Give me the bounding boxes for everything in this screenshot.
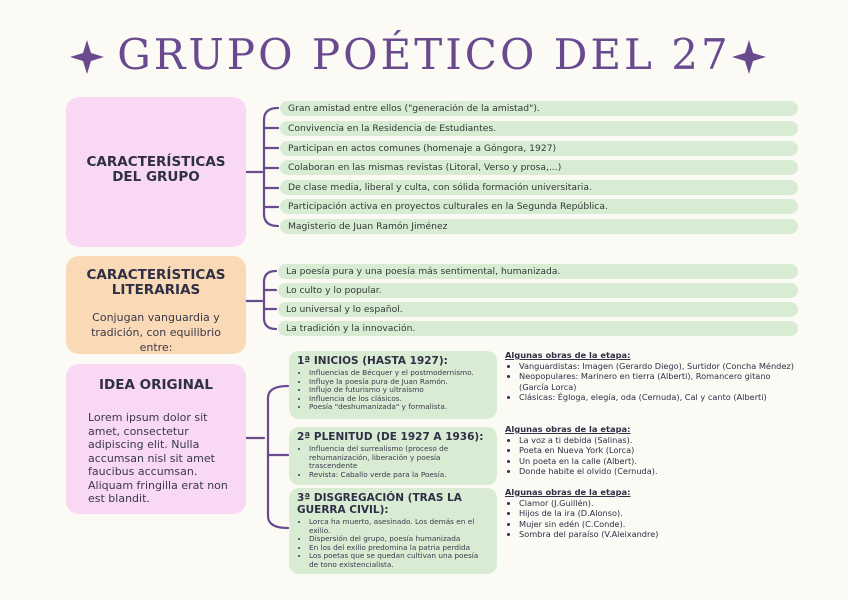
group-characteristics-title: CARACTERÍSTICAS DEL GRUPO xyxy=(86,154,226,185)
idea-original-box xyxy=(66,364,246,514)
stage-item: • Influencia del surrealismo (proceso de rehumanización, liberación y poesía trascendente xyxy=(309,445,489,471)
works-stage-3 xyxy=(505,487,800,540)
stage-item: • Influye la poesía pura de Juan Ramón. xyxy=(309,378,489,387)
works-stage-2 xyxy=(505,424,800,477)
group-item: Magisterio de Juan Ramón Jiménez xyxy=(280,219,798,234)
group-item: Gran amistad entre ellos ("generación de la amistad"). xyxy=(280,101,798,116)
literary-item: La poesía pura y una poesía más sentimental, humanizada. xyxy=(278,264,798,279)
stage-title: 1ª INICIOS (HASTA 1927): xyxy=(297,355,448,367)
works-list xyxy=(505,498,800,540)
group-item: Convivencia en la Residencia de Estudiantes. xyxy=(280,121,798,136)
works-list xyxy=(505,435,800,477)
group-item: Colaboran en las mismas revistas (Litoral, Verso y prosa,...) xyxy=(280,160,798,175)
work-item: • Sombra del paraíso (V.Aleixandre) xyxy=(519,529,800,539)
stage-title: 3ª DISGREGACIÓN (TRAS LA GUERRA CIVIL): xyxy=(297,492,462,516)
stage-item: • Los poetas que se quedan cultivan una poesía de tono existencialista. xyxy=(309,552,489,569)
stage-list xyxy=(297,369,489,412)
stage-list xyxy=(297,445,489,479)
work-item: • Mujer sin edén (C.Conde). xyxy=(519,519,800,529)
stage-title: 2ª PLENITUD (DE 1927 A 1936): xyxy=(297,431,484,443)
literary-characteristics-title: CARACTERÍSTICAS LITERARIAS xyxy=(86,267,226,298)
literary-item: Lo culto y lo popular. xyxy=(278,283,798,298)
group-characteristics-box xyxy=(66,97,246,247)
work-item: • Clásicas: Égloga, elegía, oda (Cernuda), Cal y canto (Alberti) xyxy=(519,392,800,402)
work-item: • Un poeta en la calle (Albert). xyxy=(519,456,800,466)
works-list xyxy=(505,361,800,403)
stage-item: • Influjo de futurismo y ultraísmo xyxy=(309,386,489,395)
idea-original-title: IDEA ORIGINAL xyxy=(99,377,213,393)
stage-item: • Poesía "deshumanizada" y formalista. xyxy=(309,403,489,412)
work-item: • Donde habite el olvido (Cernuda). xyxy=(519,466,800,476)
work-item: • Hijos de la ira (D.Alonso). xyxy=(519,508,800,518)
work-item: • Vanguardistas: Imagen (Gerardo Diego), Surtidor (Concha Méndez) xyxy=(519,361,800,371)
page-title: GRUPO POÉTICO DEL 27 xyxy=(117,30,731,79)
stage-item: • Lorca ha muerto, asesinado. Los demás en el exilio. xyxy=(309,518,489,535)
stage-item: • Influencias de Bécquer y el postmodernismo. xyxy=(309,369,489,378)
works-heading: Algunas obras de la etapa: xyxy=(505,350,631,360)
work-item: • Poeta en Nueva York (Lorca) xyxy=(519,445,800,455)
work-item: • Clamor (J.Guillén). xyxy=(519,498,800,508)
work-item: • La voz a ti debida (Salinas). xyxy=(519,435,800,445)
stage-list xyxy=(297,518,489,570)
literary-item: Lo universal y lo español. xyxy=(278,302,798,317)
stage-card-2 xyxy=(289,427,497,485)
stage-item: • En los del exilio predomina la patria perdida xyxy=(309,544,489,553)
literary-item: La tradición y la innovación. xyxy=(278,321,798,336)
stage-item: • Dispersión del grupo, poesía humanizada xyxy=(309,535,489,544)
literary-characteristics-subtitle: Conjugan vanguardia y tradición, con equilibrio entre: xyxy=(91,311,221,354)
group-item: De clase media, liberal y culta, con sólida formación universitaria. xyxy=(280,180,798,195)
stage-card-1 xyxy=(289,351,497,419)
stage-card-3 xyxy=(289,488,497,574)
work-item: • Neopopulares: Marinero en tierra (Alberti), Romancero gitano (García Lorca) xyxy=(519,371,800,392)
group-item: Participación activa en proyectos culturales en la Segunda República. xyxy=(280,199,798,214)
group-item: Participan en actos comunes (homenaje a Góngora, 1927) xyxy=(280,141,798,156)
works-stage-1 xyxy=(505,350,800,403)
stage-item: • Influencia de los clásicos. xyxy=(309,395,489,404)
works-heading: Algunas obras de la etapa: xyxy=(505,424,631,434)
idea-original-text: Lorem ipsum dolor sit amet, consectetur adipiscing elit. Nulla accumsan nisl sit amet faucibus accumsan. Aliquam fringilla erat non est blandit. xyxy=(88,411,228,505)
stage-item: • Revista: Caballo verde para la Poesía. xyxy=(309,471,489,480)
works-heading: Algunas obras de la etapa: xyxy=(505,487,631,497)
literary-characteristics-box xyxy=(66,256,246,354)
